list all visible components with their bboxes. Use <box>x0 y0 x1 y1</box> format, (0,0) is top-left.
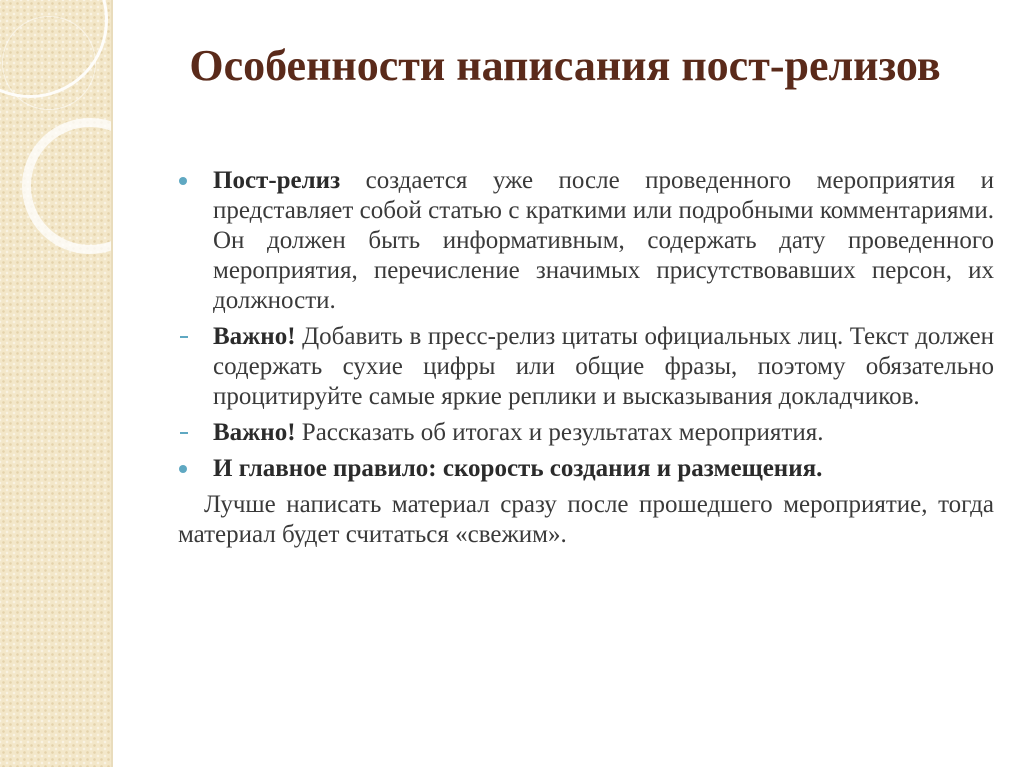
bullet-dash-icon <box>180 432 188 434</box>
bullet-bold-text: Пост-релиз <box>213 167 341 194</box>
slide-title: Особенности написания пост-релизов <box>189 41 941 90</box>
decorative-side-strip <box>0 0 111 767</box>
bullet-bold-text: И главное правило: скорость создания и размещения. <box>213 455 823 482</box>
bullet-dot-icon <box>179 177 187 185</box>
bullet-dash-icon <box>180 336 188 338</box>
bullet-item <box>178 322 994 412</box>
bullet-item <box>178 418 994 448</box>
bullet-bold-text: Важно! <box>213 323 296 350</box>
decorative-ring <box>2 16 96 110</box>
bullet-text: Рассказать об итогах и результатах мероприятия. <box>295 419 824 446</box>
bullet-text: создается уже после проведенного мероприятия и представляет собой статью с краткими или подробными комментариями. Он должен быть информативным, содержать дату проведенного мероприятия, перечисление значимых присутствовавших персон, их должности. <box>213 167 994 314</box>
bullet-text: Добавить в пресс-релиз цитаты официальных лиц. Текст должен содержать сухие цифры или общие фразы, поэтому обязательно процитируйте самые яркие реплики и высказывания докладчиков. <box>213 323 994 410</box>
closing-paragraph: Лучше написать материал сразу после прошедшего мероприятие, тогда материал будет считаться «свежим». <box>178 491 994 548</box>
slide-content <box>178 166 994 550</box>
decorative-ring <box>22 118 111 254</box>
bullet-bold-text: Важно! <box>213 419 296 446</box>
side-strip-edge <box>111 0 113 767</box>
bullet-item <box>178 454 994 484</box>
bullet-item <box>178 166 994 316</box>
bullet-dot-icon <box>179 465 187 473</box>
